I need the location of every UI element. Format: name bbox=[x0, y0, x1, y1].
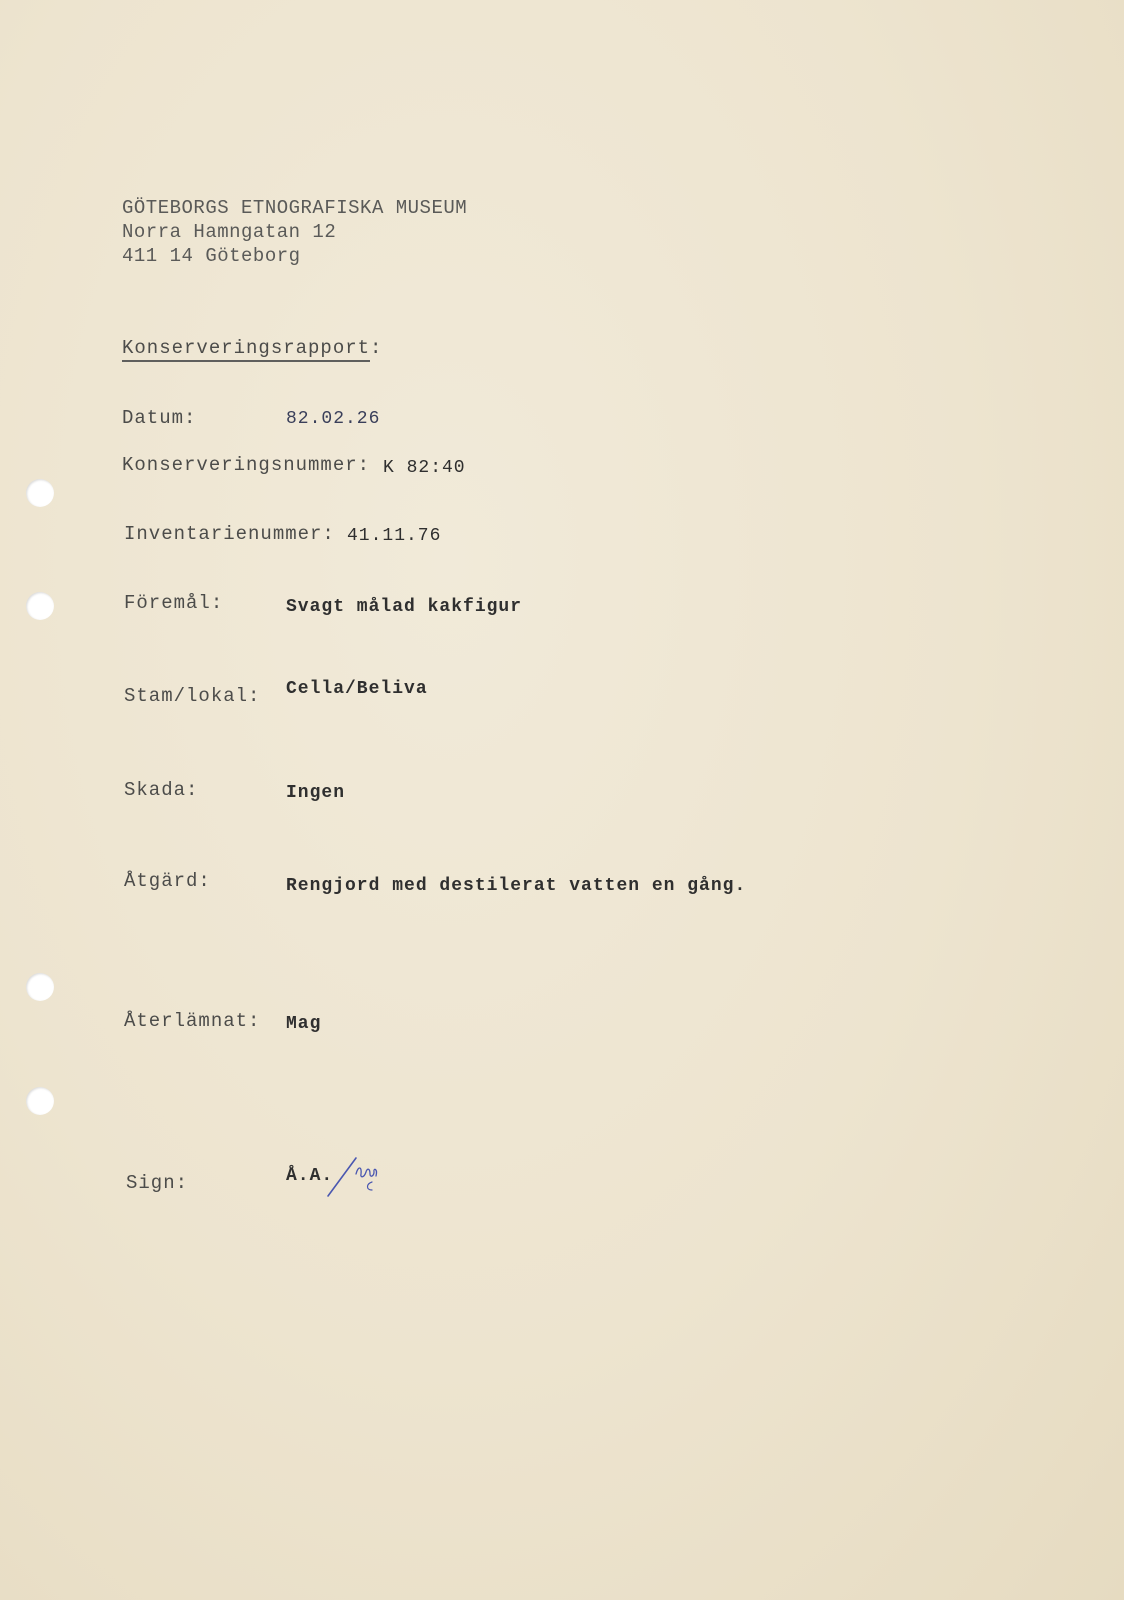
stam-lokal-label: Stam/lokal: bbox=[124, 685, 261, 707]
punch-hole-4 bbox=[26, 1087, 54, 1115]
konserveringsnummer-label: Konserveringsnummer: bbox=[122, 454, 371, 476]
stam-lokal-value: Cella/Beliva bbox=[286, 679, 428, 699]
foremal-value: Svagt målad kakfigur bbox=[286, 597, 523, 617]
aterlamnat-value: Mag bbox=[286, 1014, 322, 1034]
inventarienummer-value: 41.11.76 bbox=[347, 526, 442, 546]
atgard-label: Åtgärd: bbox=[124, 870, 211, 892]
report-title bbox=[122, 337, 382, 359]
street-address: Norra Hamngatan 12 bbox=[122, 221, 337, 243]
inventarienummer-label: Inventarienummer: bbox=[124, 523, 335, 545]
institution-name: GÖTEBORGS ETNOGRAFISKA MUSEUM bbox=[122, 197, 468, 219]
aterlamnat-label: Återlämnat: bbox=[124, 1010, 261, 1032]
skada-value: Ingen bbox=[286, 783, 346, 803]
punch-hole-1 bbox=[26, 479, 54, 507]
report-title-colon: : bbox=[370, 337, 383, 359]
foremal-label: Föremål: bbox=[124, 592, 224, 614]
sign-label: Sign: bbox=[126, 1172, 189, 1194]
datum-label: Datum: bbox=[122, 407, 197, 429]
datum-value: 82.02.26 bbox=[286, 409, 381, 429]
city-address: 411 14 Göteborg bbox=[122, 245, 301, 267]
report-title-text: Konserveringsrapport bbox=[122, 337, 370, 362]
skada-label: Skada: bbox=[124, 779, 199, 801]
punch-hole-2 bbox=[26, 592, 54, 620]
punch-hole-3 bbox=[26, 973, 54, 1001]
konserveringsnummer-value: K 82:40 bbox=[383, 458, 466, 478]
handwritten-initials-signature bbox=[326, 1152, 386, 1202]
sign-value: Å.A. bbox=[286, 1166, 334, 1186]
atgard-value: Rengjord med destilerat vatten en gång. bbox=[286, 876, 747, 896]
